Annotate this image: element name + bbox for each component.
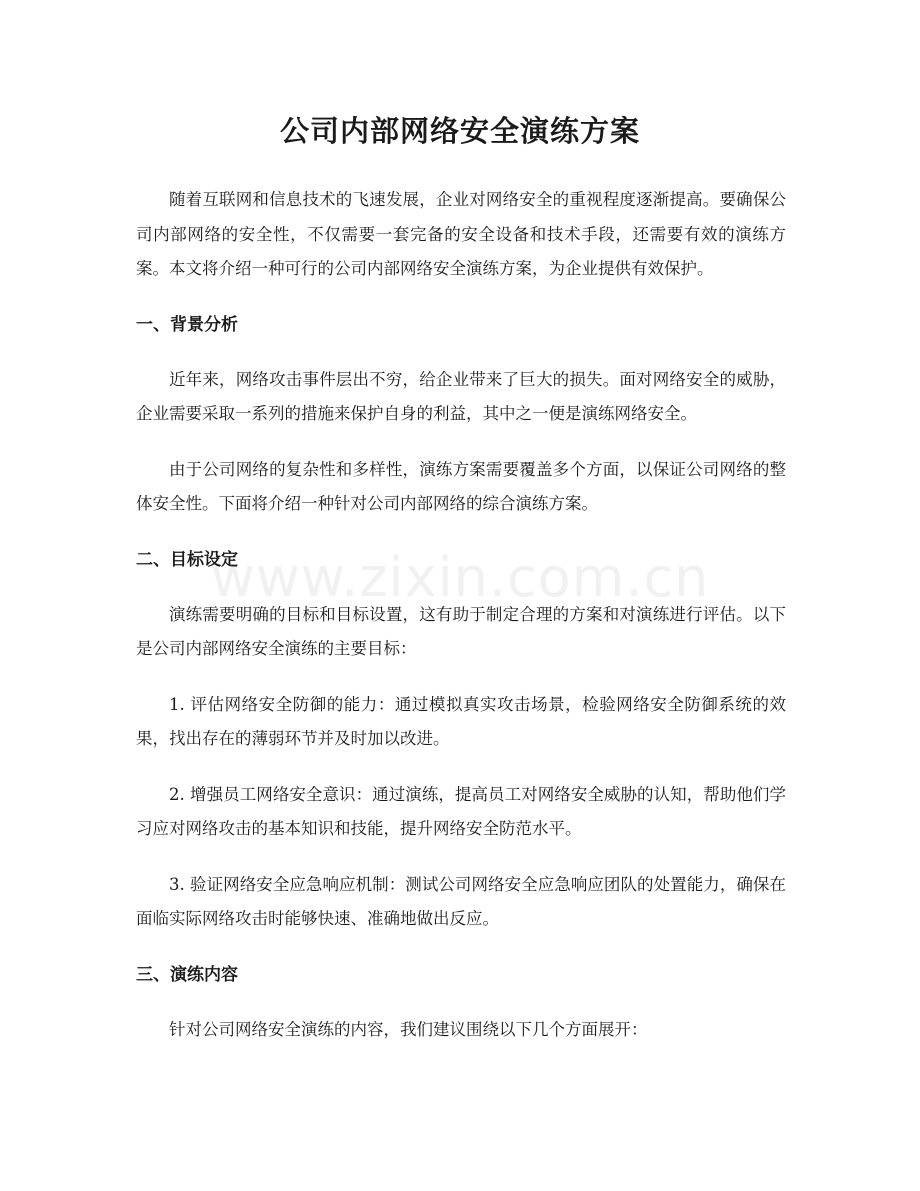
goal-item-1: 1. 评估网络安全防御的能力：通过模拟真实攻击场景，检验网络安全防御系统的效果，找出存在的薄弱环节并及时加以改进。: [136, 694, 786, 748]
background-paragraph-1: 近年来，网络攻击事件层出不穷，给企业带来了巨大的损失。面对网络安全的威胁，企业需要采取一系列的措施来保护自身的利益，其中之一便是演练网络安全。: [136, 369, 786, 423]
section-heading-content: 三、演练内容: [136, 964, 238, 985]
intro-paragraph: 随着互联网和信息技术的飞速发展，企业对网络安全的重视程度逐渐提高。要确保公司内部网络的安全性，不仅需要一套完备的安全设备和技术手段，还需要有效的演练方案。本文将介绍一种可行的公司内部网络安全演练方案，为企业提供有效保护。: [136, 190, 786, 278]
section-heading-background: 一、背景分析: [136, 314, 238, 335]
goal-item-2: 2. 增强员工网络安全意识：通过演练，提高员工对网络安全威胁的认知，帮助他们学习应对网络攻击的基本知识和技能，提升网络安全防范水平。: [136, 784, 786, 838]
goals-paragraph: 演练需要明确的目标和目标设置，这有助于制定合理的方案和对演练进行评估。以下是公司内部网络安全演练的主要目标：: [136, 604, 786, 658]
watermark: www.zixin.com.cn: [210, 546, 710, 609]
page-title: 公司内部网络安全演练方案: [279, 114, 640, 148]
goal-item-3: 3. 验证网络安全应急响应机制：测试公司网络安全应急响应团队的处置能力，确保在面临实际网络攻击时能够快速、准确地做出反应。: [136, 874, 786, 928]
background-paragraph-2: 由于公司网络的复杂性和多样性，演练方案需要覆盖多个方面，以保证公司网络的整体安全性。下面将介绍一种针对公司内部网络的综合演练方案。: [136, 459, 786, 513]
content-paragraph: 针对公司网络安全演练的内容，我们建议围绕以下几个方面展开：: [169, 1019, 648, 1039]
section-heading-goals: 二、目标设定: [136, 549, 238, 570]
document-body: [136, 183, 786, 1068]
